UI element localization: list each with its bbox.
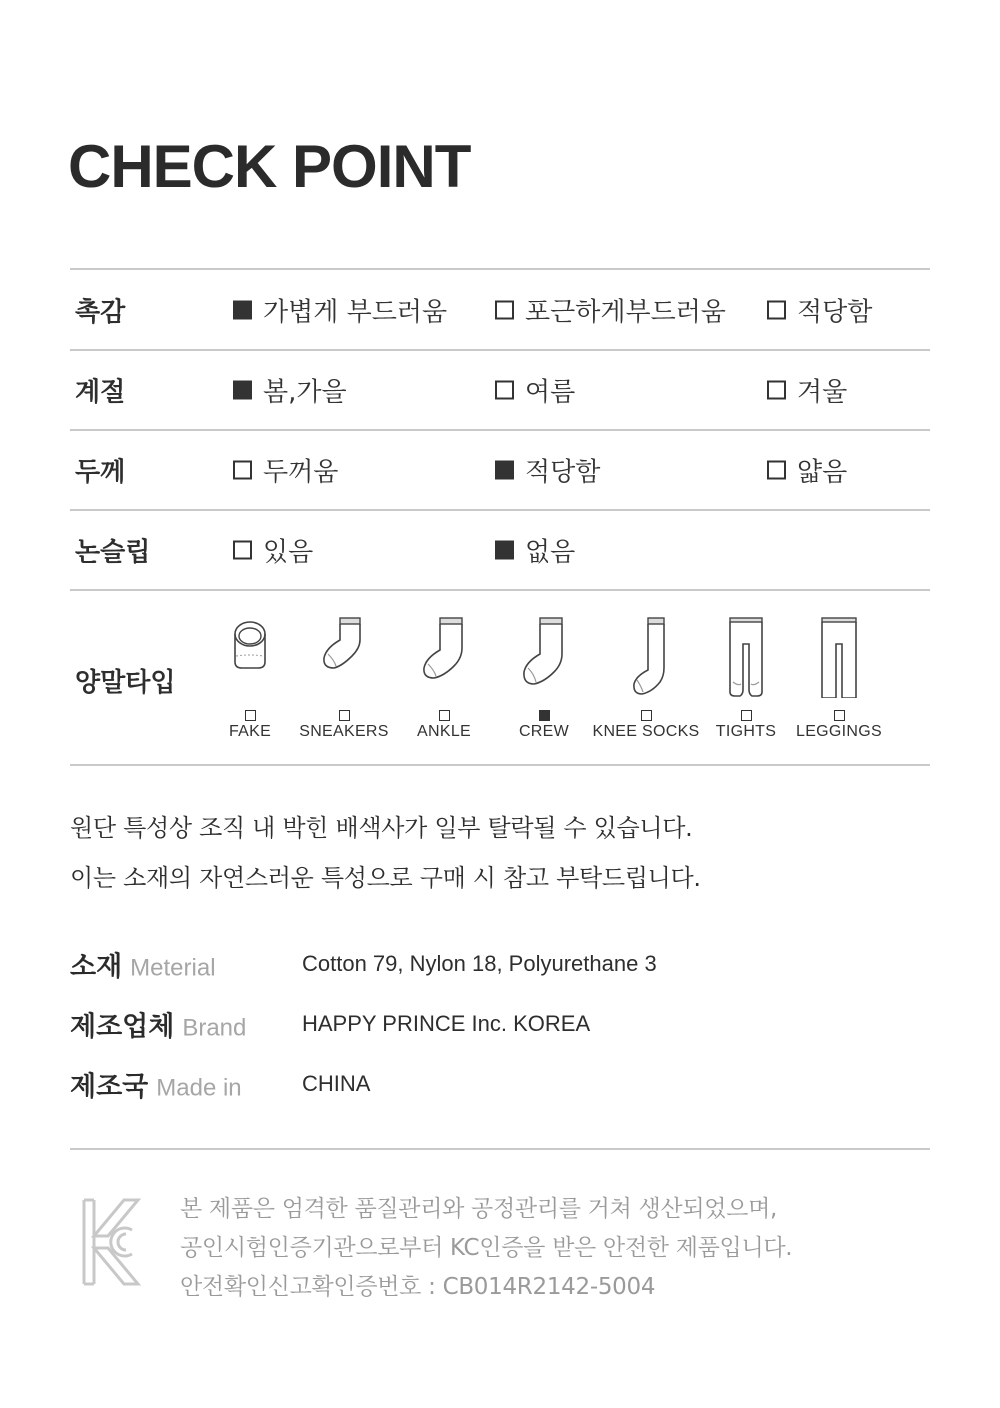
spec-brand xyxy=(70,1004,930,1044)
option-label: 얇음 xyxy=(797,457,848,488)
option-label: 가볍게 부드러움 xyxy=(263,297,448,328)
spec-material xyxy=(70,944,930,984)
spec-label-en: Brand xyxy=(182,1014,247,1042)
check-row-season xyxy=(70,351,930,429)
checkbox-empty-icon xyxy=(767,301,786,320)
kc-text-line: 본 제품은 엄격한 품질관리와 공정관리를 거쳐 생산되었으며, xyxy=(180,1196,778,1222)
tights-icon xyxy=(716,614,776,698)
sock-type-label: SNEAKERS xyxy=(299,723,389,740)
option-label: 봄,가을 xyxy=(263,377,347,408)
crew-sock-icon xyxy=(514,614,574,698)
check-row-thickness xyxy=(70,431,930,509)
spec-label-ko: 소재 xyxy=(70,951,123,983)
option-label: 있음 xyxy=(263,537,314,568)
checkbox-empty-icon xyxy=(741,710,752,721)
leggings-icon xyxy=(809,614,869,698)
option-label: 적당함 xyxy=(525,457,601,488)
sock-type-label: FAKE xyxy=(228,723,272,740)
spec-label-ko: 제조국 xyxy=(70,1071,149,1103)
divider xyxy=(70,589,930,591)
checkbox-empty-icon xyxy=(233,461,252,480)
checkbox-checked-icon xyxy=(495,461,514,480)
notice-line: 원단 특성상 조직 내 박힌 배색사가 일부 탈락될 수 있습니다. xyxy=(70,814,693,842)
notice-line: 이는 소재의 자연스러운 특성으로 구매 시 참고 부탁드립니다. xyxy=(70,864,701,892)
row-label: 계절 xyxy=(75,377,126,408)
spec-label xyxy=(70,1065,242,1104)
checkbox-empty-icon xyxy=(834,710,845,721)
spec-label-en: Made in xyxy=(156,1074,242,1102)
check-row-nonslip xyxy=(70,511,930,589)
checkbox-checked-icon xyxy=(539,710,550,721)
sneaker-sock-icon xyxy=(314,614,374,698)
check-row-touch xyxy=(70,271,930,349)
option-checkbox[interactable] xyxy=(495,532,575,569)
sock-type-label: ANKLE xyxy=(417,723,471,740)
page-title: CHECK POINT xyxy=(68,133,471,200)
checkbox-empty-icon xyxy=(233,541,252,560)
option-checkbox[interactable] xyxy=(767,292,872,329)
checkbox-empty-icon xyxy=(641,710,652,721)
fake-sock-icon xyxy=(220,614,280,698)
option-label: 여름 xyxy=(525,377,576,408)
option-checkbox[interactable] xyxy=(495,292,726,329)
checkbox-checked-icon xyxy=(233,301,252,320)
sock-type-label: CREW xyxy=(518,723,570,740)
divider xyxy=(70,268,930,270)
option-checkbox[interactable] xyxy=(495,452,600,489)
option-checkbox[interactable] xyxy=(767,372,847,409)
option-label: 두꺼움 xyxy=(263,457,339,488)
option-label: 없음 xyxy=(525,537,576,568)
checkbox-empty-icon xyxy=(245,710,256,721)
kc-mark-icon xyxy=(80,1196,142,1288)
spec-value: Cotton 79, Nylon 18, Polyurethane 3 xyxy=(302,951,657,976)
sock-type-knee[interactable] xyxy=(591,614,701,744)
spec-label-ko: 제조업체 xyxy=(70,1011,175,1043)
kc-text-line: 공인시험인증기관으로부터 KC인증을 받은 안전한 제품입니다. xyxy=(180,1235,793,1261)
option-checkbox[interactable] xyxy=(495,372,575,409)
checkbox-empty-icon xyxy=(439,710,450,721)
option-checkbox[interactable] xyxy=(233,372,347,409)
sock-type-label: LEGGINGS xyxy=(796,723,882,740)
row-label: 양말타입 xyxy=(75,668,176,698)
spec-label xyxy=(70,1005,246,1044)
option-label: 포근하게부드러움 xyxy=(525,297,726,328)
spec-value: CHINA xyxy=(302,1071,371,1096)
sock-type-ankle[interactable] xyxy=(389,614,499,744)
knee-sock-icon xyxy=(616,614,676,698)
spec-origin xyxy=(70,1064,930,1104)
checkbox-empty-icon xyxy=(339,710,350,721)
row-label: 두께 xyxy=(75,457,126,488)
row-label: 논슬립 xyxy=(75,537,151,568)
option-checkbox[interactable] xyxy=(767,452,847,489)
spec-value: HAPPY PRINCE Inc. KOREA xyxy=(302,1011,591,1036)
checkbox-checked-icon xyxy=(233,381,252,400)
option-checkbox[interactable] xyxy=(233,292,447,329)
sock-type-label: KNEE SOCKS xyxy=(592,723,700,740)
option-checkbox[interactable] xyxy=(233,532,313,569)
option-label: 겨울 xyxy=(797,377,848,408)
divider xyxy=(70,764,930,766)
row-label: 촉감 xyxy=(75,297,126,328)
ankle-sock-icon xyxy=(414,614,474,698)
checkbox-empty-icon xyxy=(767,461,786,480)
option-label: 적당함 xyxy=(797,297,873,328)
sock-type-sneakers[interactable] xyxy=(289,614,399,744)
checkbox-empty-icon xyxy=(767,381,786,400)
checkbox-empty-icon xyxy=(495,381,514,400)
sock-type-leggings[interactable] xyxy=(784,614,894,744)
kc-text-line: 안전확인신고확인증번호 : CB014R2142-5004 xyxy=(180,1274,656,1300)
spec-label xyxy=(70,945,216,984)
sock-type-label: TIGHTS xyxy=(715,723,777,740)
checkbox-checked-icon xyxy=(495,541,514,560)
sock-type-crew[interactable] xyxy=(489,614,599,744)
divider xyxy=(70,1148,930,1150)
option-checkbox[interactable] xyxy=(233,452,338,489)
spec-label-en: Meterial xyxy=(130,954,216,982)
checkbox-empty-icon xyxy=(495,301,514,320)
